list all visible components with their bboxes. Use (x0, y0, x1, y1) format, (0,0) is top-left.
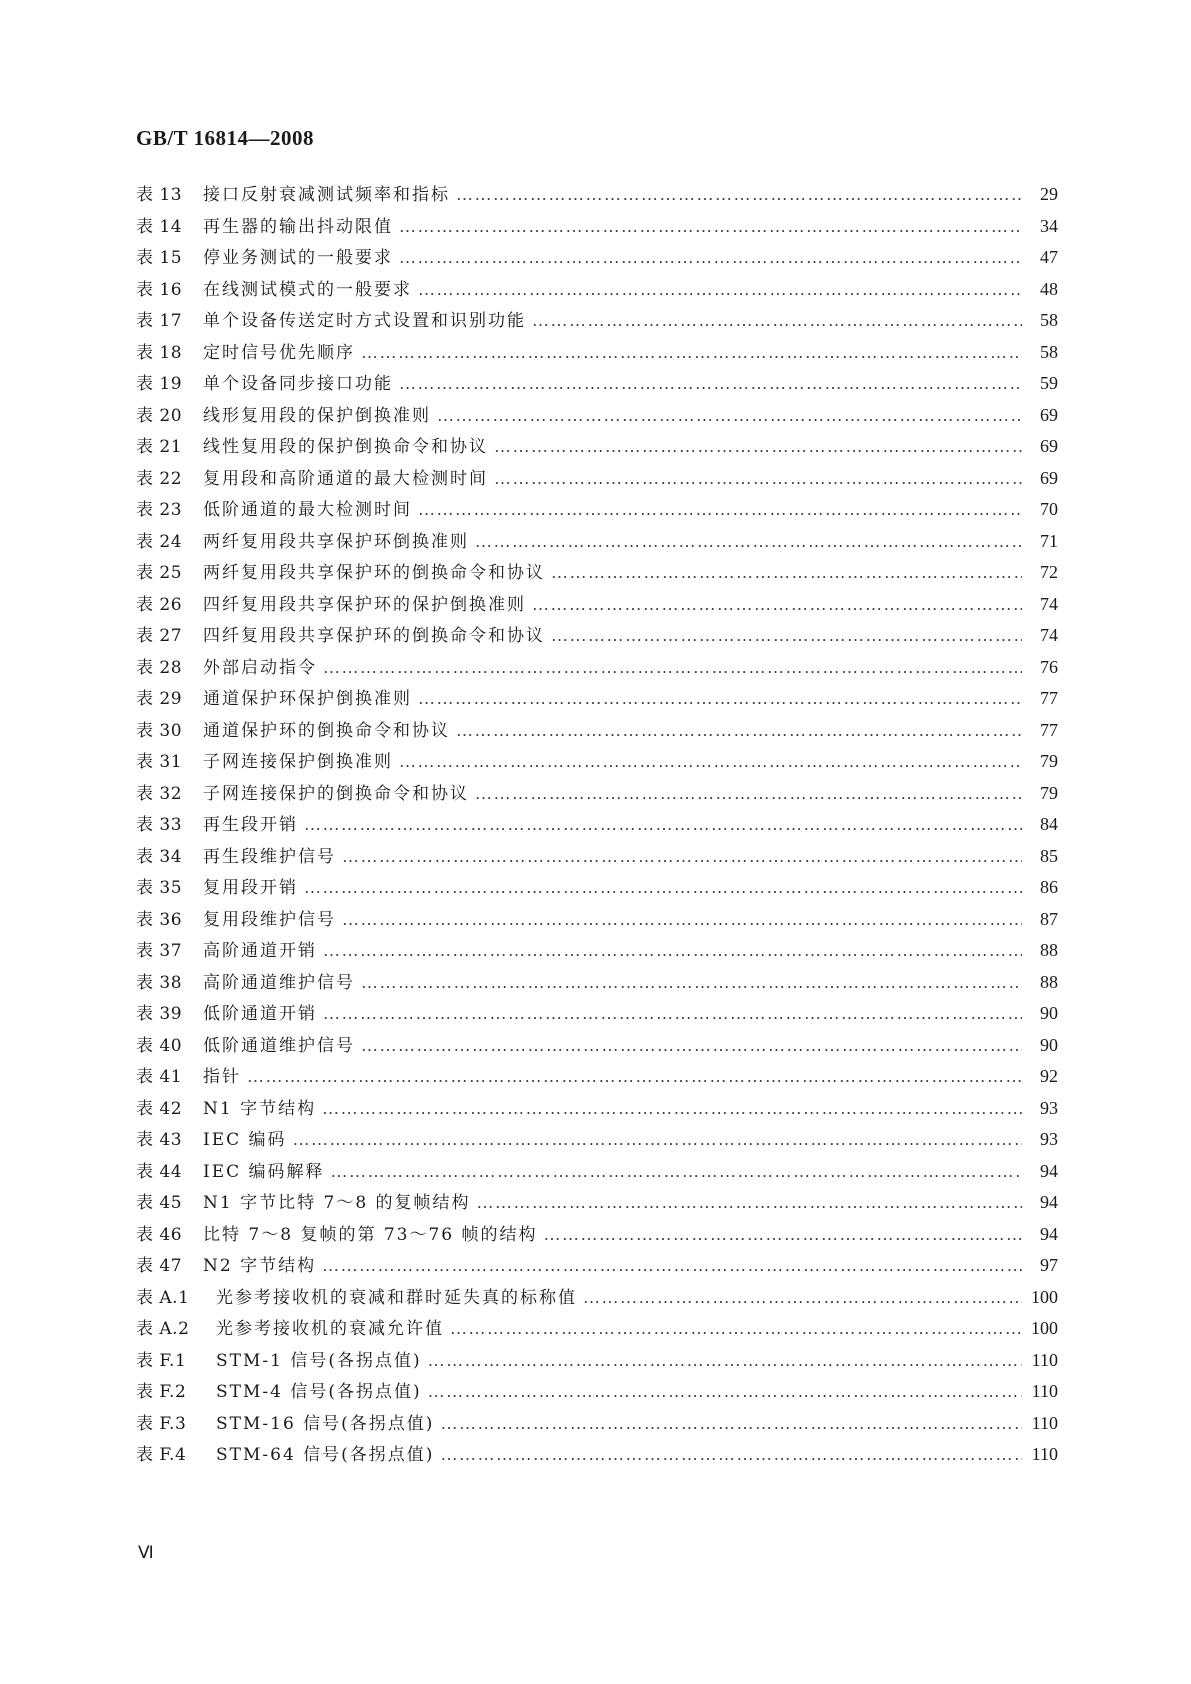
toc-entry-page: 72 (1040, 562, 1058, 582)
toc-entry-page: 86 (1040, 877, 1058, 897)
toc-entry-number: 表 42 (136, 1098, 183, 1119)
toc-entry-title: STM-16 信号(各拐点值) (216, 1413, 435, 1434)
toc-entry-number: 表 18 (136, 342, 183, 363)
toc-entry[interactable] (136, 967, 1058, 999)
toc-entry[interactable] (136, 557, 1058, 589)
toc-entry-title: IEC 编码解释 (203, 1161, 325, 1182)
toc-entry-title: STM-64 信号(各拐点值) (216, 1445, 435, 1465)
toc-entry-title: 停业务测试的一般要求 (203, 248, 393, 268)
dot-leader (532, 589, 1022, 621)
toc-entry-title: STM-4 信号(各拐点值) (216, 1382, 422, 1402)
toc-entry-title: 再生段开销 (203, 815, 298, 835)
dot-leader (331, 1156, 1022, 1188)
dot-leader (440, 1408, 1022, 1440)
dot-leader (399, 368, 1022, 400)
toc-entry[interactable] (136, 683, 1058, 715)
toc-entry-page: 77 (1040, 719, 1058, 740)
toc-entry-page: 110 (1031, 1412, 1058, 1433)
toc-entry-page: 70 (1040, 499, 1058, 519)
toc-entry-page: 87 (1040, 908, 1058, 929)
toc-entry-title: N1 字节比特 7～8 的复帧结构 (203, 1193, 471, 1213)
dot-leader (323, 998, 1022, 1030)
toc-entry[interactable] (136, 1313, 1058, 1345)
toc-entry-page: 100 (1031, 1286, 1058, 1307)
toc-entry[interactable] (136, 463, 1058, 495)
toc-entry-number: 表 F.3 (136, 1413, 187, 1434)
toc-entry-number: 表 28 (136, 657, 183, 678)
dot-leader (437, 400, 1022, 432)
toc-entry[interactable] (136, 274, 1058, 306)
toc-entry-number: 表 20 (136, 405, 183, 426)
dot-leader (361, 967, 1022, 999)
toc-entry-title: 高阶通道开销 (203, 941, 317, 961)
dot-leader (418, 494, 1022, 526)
toc-entry-number: 表 40 (136, 1035, 183, 1056)
toc-entry-number: 表 31 (136, 752, 183, 772)
toc-entry-page: 48 (1040, 278, 1058, 299)
page-number: Ⅵ (138, 1543, 154, 1562)
toc-entry[interactable] (136, 179, 1058, 211)
toc-entry-title: 再生段维护信号 (203, 846, 336, 867)
dot-leader (323, 935, 1022, 967)
toc-entry-page: 69 (1040, 467, 1058, 488)
toc-entry-page: 69 (1040, 404, 1058, 425)
toc-entry-number: 表 34 (136, 846, 183, 867)
toc-entry[interactable] (136, 494, 1058, 526)
toc-entry-number: 表 44 (136, 1161, 183, 1182)
toc-entry-number: 表 23 (136, 500, 183, 520)
toc-entry-number: 表 19 (136, 374, 183, 394)
toc-entry[interactable] (136, 1187, 1058, 1219)
toc-entry[interactable] (136, 1408, 1058, 1440)
toc-entry-title: 两纤复用段共享保护环倒换准则 (203, 531, 469, 552)
toc-entry[interactable] (136, 431, 1058, 463)
toc-entry-title: 光参考接收机的衰减允许值 (216, 1319, 444, 1339)
toc-entry[interactable] (136, 1061, 1058, 1093)
dot-leader (342, 841, 1022, 873)
toc-entry-title: 两纤复用段共享保护环的倒换命令和协议 (203, 563, 545, 583)
toc-entry-title: 复用段开销 (203, 878, 298, 898)
toc-entry-title: 低阶通道维护信号 (203, 1035, 355, 1056)
toc-entry-title: 外部启动指令 (203, 657, 317, 678)
toc-entry[interactable] (136, 778, 1058, 810)
dot-leader (475, 778, 1022, 810)
dot-leader (475, 526, 1022, 558)
toc-entry[interactable] (136, 809, 1058, 841)
toc-entry-page: 110 (1031, 1381, 1058, 1401)
toc-entry-number: 表 39 (136, 1004, 183, 1024)
toc-entry-title: 低阶通道的最大检测时间 (203, 500, 412, 520)
dot-leader (418, 274, 1022, 306)
dot-leader (428, 1376, 1022, 1408)
toc-entry-page: 94 (1040, 1160, 1058, 1181)
toc-entry[interactable] (136, 1439, 1058, 1471)
dot-leader (399, 242, 1022, 274)
toc-entry-number: 表 17 (136, 311, 183, 331)
toc-entry-title: 通道保护环的倒换命令和协议 (203, 720, 450, 741)
toc-entry-number: 表 16 (136, 279, 183, 300)
toc-entry-title: 子网连接保护的倒换命令和协议 (203, 783, 469, 804)
toc-entry-title: 在线测试模式的一般要求 (203, 279, 412, 300)
toc-entry-page: 58 (1040, 310, 1058, 330)
toc-entry-title: 复用段维护信号 (203, 909, 336, 930)
toc-entry-title: 四纤复用段共享保护环的保护倒换准则 (203, 594, 526, 615)
toc-entry-number: 表 15 (136, 248, 183, 268)
dot-leader (399, 211, 1022, 243)
toc-entry-page: 85 (1040, 845, 1058, 866)
toc-entry-page: 47 (1040, 247, 1058, 267)
dot-leader (456, 179, 1022, 211)
toc-entry-page: 93 (1040, 1097, 1058, 1118)
dot-leader (399, 746, 1022, 778)
toc-entry-number: 表 26 (136, 594, 183, 615)
toc-entry[interactable] (136, 1250, 1058, 1282)
toc-entry-number: 表 24 (136, 531, 183, 552)
toc-entry-page: 100 (1031, 1318, 1058, 1338)
toc-entry-number: 表 29 (136, 689, 183, 709)
dot-leader (418, 683, 1022, 715)
toc-entry-page: 58 (1040, 341, 1058, 362)
toc-entry-page: 74 (1040, 593, 1058, 614)
toc-entry[interactable] (136, 746, 1058, 778)
toc-entry-title: 指针 (203, 1067, 241, 1087)
toc-entry[interactable] (136, 211, 1058, 243)
toc-entry-title: 光参考接收机的衰减和群时延失真的标称值 (216, 1287, 577, 1308)
toc-entry-page: 69 (1040, 436, 1058, 456)
dot-leader (494, 431, 1022, 463)
toc-entry-title: 四纤复用段共享保护环的倒换命令和协议 (203, 626, 545, 646)
toc-entry-number: 表 25 (136, 563, 183, 583)
toc-entry[interactable] (136, 904, 1058, 936)
dot-leader (322, 1093, 1022, 1125)
standard-number: GB/T 16814—2008 (136, 126, 315, 150)
toc-entry-page: 110 (1031, 1349, 1058, 1370)
dot-leader (456, 715, 1022, 747)
toc-entry[interactable] (136, 715, 1058, 747)
toc-entry-number: 表 47 (136, 1256, 183, 1276)
toc-entry-number: 表 22 (136, 468, 183, 489)
toc-entry[interactable] (136, 652, 1058, 684)
toc-entry-title: 单个设备传送定时方式设置和识别功能 (203, 311, 526, 331)
toc-entry-page: 77 (1040, 688, 1058, 708)
dot-leader (342, 904, 1022, 936)
toc-entry-title: 通道保护环保护倒换准则 (203, 689, 412, 709)
dot-leader (428, 1345, 1022, 1377)
toc-entry-page: 90 (1040, 1003, 1058, 1023)
toc-entry[interactable] (136, 1156, 1058, 1188)
toc-entry-title: 定时信号优先顺序 (203, 342, 355, 363)
toc-entry[interactable] (136, 305, 1058, 337)
toc-entry-number: 表 30 (136, 720, 183, 741)
dot-leader (247, 1061, 1022, 1093)
dot-leader (450, 1313, 1022, 1345)
toc-entry-number: 表 21 (136, 437, 183, 457)
toc-entry[interactable] (136, 998, 1058, 1030)
dot-leader (551, 557, 1022, 589)
toc-entry-number: 表 A.2 (136, 1319, 190, 1339)
toc-entry-number: 表 41 (136, 1067, 183, 1087)
toc-entry-number: 表 F.2 (136, 1382, 187, 1402)
toc-entry-title: 复用段和高阶通道的最大检测时间 (203, 468, 488, 489)
toc-entry-page: 110 (1031, 1444, 1058, 1464)
toc-entry-title: N2 字节结构 (203, 1256, 317, 1276)
toc-entry-page: 34 (1040, 215, 1058, 236)
dot-leader (477, 1187, 1022, 1219)
toc-entry-title: 接口反射衰减测试频率和指标 (203, 185, 450, 205)
toc-entry-number: 表 13 (136, 185, 183, 205)
toc-entry-number: 表 27 (136, 626, 183, 646)
toc-entry[interactable] (136, 368, 1058, 400)
dot-leader (583, 1282, 1022, 1314)
dot-leader (544, 1219, 1022, 1251)
toc-entry[interactable] (136, 1124, 1058, 1156)
toc-entry-number: 表 32 (136, 783, 183, 804)
toc-entry-number: 表 37 (136, 941, 183, 961)
toc-entry-title: IEC 编码 (203, 1130, 287, 1150)
toc-entry-title: 高阶通道维护信号 (203, 972, 355, 993)
toc-entry-number: 表 38 (136, 972, 183, 993)
toc-entry-number: 表 43 (136, 1130, 183, 1150)
toc-entry-number: 表 46 (136, 1224, 183, 1245)
toc-entry[interactable] (136, 400, 1058, 432)
toc-entry-title: 单个设备同步接口功能 (203, 374, 393, 394)
dot-leader (323, 652, 1022, 684)
toc-entry-title: 再生器的输出抖动限值 (203, 216, 393, 237)
toc-entry[interactable] (136, 1376, 1058, 1408)
toc-entry[interactable] (136, 1093, 1058, 1125)
toc-entry-title: 线性复用段的保护倒换命令和协议 (203, 437, 488, 457)
dot-leader (322, 1250, 1022, 1282)
toc-entry-page: 88 (1040, 940, 1058, 960)
table-of-tables (136, 179, 1058, 1471)
toc-entry-title: 低阶通道开销 (203, 1004, 317, 1024)
toc-entry[interactable] (136, 337, 1058, 369)
toc-entry[interactable] (136, 242, 1058, 274)
toc-entry[interactable] (136, 1345, 1058, 1377)
toc-entry-number: 表 35 (136, 878, 183, 898)
toc-entry-page: 71 (1040, 530, 1058, 551)
toc-entry-page: 84 (1040, 814, 1058, 834)
toc-entry-page: 79 (1040, 751, 1058, 771)
toc-entry[interactable] (136, 841, 1058, 873)
toc-entry-number: 表 33 (136, 815, 183, 835)
toc-entry-number: 表 14 (136, 216, 183, 237)
toc-entry-page: 76 (1040, 656, 1058, 677)
toc-entry[interactable] (136, 1030, 1058, 1062)
toc-entry[interactable] (136, 935, 1058, 967)
dot-leader (361, 337, 1022, 369)
dot-leader (551, 620, 1022, 652)
toc-entry[interactable] (136, 1219, 1058, 1251)
dot-leader (532, 305, 1022, 337)
toc-entry-page: 93 (1040, 1129, 1058, 1149)
toc-entry-page: 97 (1040, 1255, 1058, 1275)
toc-entry-page: 88 (1040, 971, 1058, 992)
toc-entry-number: 表 F.1 (136, 1350, 187, 1371)
toc-entry[interactable] (136, 589, 1058, 621)
toc-entry-page: 79 (1040, 782, 1058, 803)
toc-entry[interactable] (136, 1282, 1058, 1314)
toc-entry-title: 比特 7～8 复帧的第 73～76 帧的结构 (203, 1224, 538, 1245)
dot-leader (304, 872, 1022, 904)
toc-entry[interactable] (136, 872, 1058, 904)
dot-leader (361, 1030, 1022, 1062)
toc-entry-page: 92 (1040, 1066, 1058, 1086)
toc-entry[interactable] (136, 526, 1058, 558)
toc-entry-number: 表 45 (136, 1193, 183, 1213)
toc-entry-number: 表 36 (136, 909, 183, 930)
toc-entry-number: 表 F.4 (136, 1445, 187, 1465)
toc-entry-title: STM-1 信号(各拐点值) (216, 1350, 422, 1371)
toc-entry-number: 表 A.1 (136, 1287, 190, 1308)
toc-entry-title: N1 字节结构 (203, 1098, 317, 1119)
toc-entry-page: 90 (1040, 1034, 1058, 1055)
toc-entry-page: 29 (1040, 184, 1058, 204)
toc-entry[interactable] (136, 620, 1058, 652)
toc-entry-page: 94 (1040, 1192, 1058, 1212)
dot-leader (440, 1439, 1022, 1471)
dot-leader (293, 1124, 1022, 1156)
toc-entry-page: 59 (1040, 373, 1058, 393)
dot-leader (494, 463, 1022, 495)
toc-entry-title: 子网连接保护倒换准则 (203, 752, 393, 772)
toc-entry-page: 74 (1040, 625, 1058, 645)
toc-entry-title: 线形复用段的保护倒换准则 (203, 405, 431, 426)
dot-leader (304, 809, 1022, 841)
toc-entry-page: 94 (1040, 1223, 1058, 1244)
